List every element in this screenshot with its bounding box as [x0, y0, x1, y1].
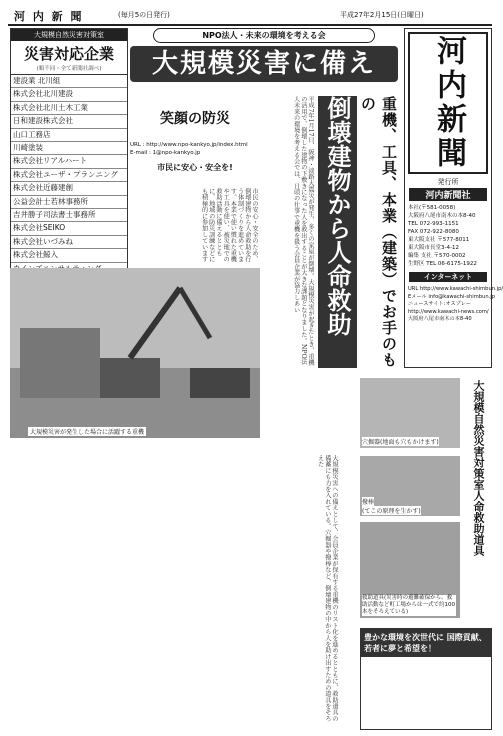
masthead-rule	[8, 24, 492, 26]
company-item: 株式会社北川土木工業	[11, 102, 127, 115]
company-item: 株式会社近藤建創	[11, 182, 127, 195]
address-line: TEL 072-993-1151	[408, 221, 459, 227]
publisher-name: 河内新聞社	[409, 188, 487, 201]
side-label-email: E-mail : 1@npo-kankyo.jp	[130, 150, 201, 156]
company-item: 公益会計士若林事務所	[11, 196, 127, 209]
main-photo-caption: 大規模災害が発生した場合に活躍する重機	[30, 429, 145, 436]
company-item: 株式会社SEIKO	[11, 222, 127, 235]
address-line: FAX 072-922-8080	[408, 229, 459, 235]
company-item: 山口工務店	[11, 129, 127, 142]
web-line: Eメール info@kawachi-shimbun.jp	[408, 293, 496, 300]
company-item: 株式会社北川建設	[11, 88, 127, 101]
sidebar-subtitle: (順不同・全て新聞社調べ)	[11, 64, 127, 75]
company-item: 株式会社リアルハート	[11, 155, 127, 168]
address-line: 編集 支社 〒570-0002	[408, 253, 466, 259]
rescue-tools-photo	[360, 522, 460, 618]
web-line: 大阪府八尾市南木の本8-40	[408, 316, 472, 322]
company-item: 株式会社いづみね	[11, 236, 127, 249]
banner	[130, 28, 398, 90]
body-column-2: 市民の安心・安全のため、倒壊建物から人命救助を行う体制づくりを進めています。本業で使い慣れた重機や工具を使い、被災地での救助活動に備えるとともに、地域の防災訓練などにも積極的に参加しています	[200, 188, 258, 263]
body-column-3: 大規模災害への備えとして、会員企業が保有する重機のリスト化を進めるとともに、救助道具の備蓄にも力を入れている。穴掘器や撥棒など、倒壊建物の中から人を助け出すための道具をそろえた	[316, 455, 338, 722]
jack-label: 撥棒	[362, 499, 375, 506]
side-label-box	[130, 108, 260, 184]
bottom-box-text: 豊かな環境を次世代に 国際貢献、若者に夢と希望を！	[361, 629, 491, 657]
address-line: 本社(〒581-0058)	[408, 205, 456, 211]
address-block	[405, 202, 491, 270]
company-item: 株式会社ユーザ・プランニング	[11, 169, 127, 182]
web-line: URL http://www.kawachi-shimbun.jp/	[408, 286, 503, 292]
address-line: 東大阪支社 〒577-8011	[408, 237, 470, 243]
jack-photo	[360, 456, 460, 516]
company-item: 日和建設株式会社	[11, 115, 127, 128]
issue-note: (毎月5の日発行)	[118, 11, 170, 19]
main-headline: 倒壊建物から人命救助	[318, 96, 357, 368]
publisher-box	[404, 28, 503, 368]
web-line: http://www.kawachi-news.com/	[408, 308, 489, 315]
banner-headline: 大規模災害に備え	[130, 46, 398, 82]
paper-name: 河 内 新 聞	[14, 10, 84, 23]
address-line: 大阪府八尾市南木の本8-40	[408, 213, 476, 219]
issue-date: 平成27年2月15日(日曜日)	[340, 11, 424, 19]
rescue-tools-caption: 救助道具(災害時の避難確保から、救助活動など町工場からは一式で約100本をそろえている)	[362, 595, 455, 615]
side-label-motto: 市民に安心・安全を!	[157, 163, 233, 172]
internet-label: インターネット	[409, 272, 487, 282]
hole-digger-caption: 穴掘器(地面も穴もかけます)	[362, 439, 439, 446]
company-item: 株式会社鯨入	[11, 249, 127, 262]
sidebar-title: 災害対応企業	[23, 45, 114, 63]
address-line: 生野区 TEL 06-6175-1922	[408, 261, 477, 267]
side-label-title: 笑顔の防災	[160, 111, 230, 127]
company-item: 建設業 北川組	[11, 75, 127, 88]
side-label-url: URL : http://www.npo-kankyo.jp/index.html	[130, 142, 248, 148]
logo-text: 河内新聞	[431, 35, 466, 171]
web-line: ニュースサイト:オスプレー	[408, 301, 472, 307]
company-item: 川崎塗装	[11, 142, 127, 155]
right-column-title: 大規模自然災害対策室人命救助道具	[472, 380, 485, 556]
sub-headline: 重機、工具、本業（建築）でお手のもの	[359, 96, 398, 368]
body-column-1: 平成7年1月17日、阪神・淡路大震災が発生、多くの家屋が倒壊。大規模災害が起きたとき、重機の活用で、倒壊した建物の下敷きになった人を救出することが大きな課題となりました。NPO法人未来の環境を考える会では、日頃の仕事で重機を扱う会員企業が協力しあい	[292, 96, 314, 366]
main-photo	[10, 268, 260, 438]
logo	[408, 32, 488, 174]
jack-caption: (てこの原理を生かす)	[362, 508, 421, 515]
bottom-box	[360, 628, 492, 730]
address-line: 東大阪市長堂3-4-12	[408, 245, 459, 251]
excavator-illustration	[10, 268, 260, 438]
hole-digger-photo	[360, 378, 460, 448]
web-block	[405, 284, 503, 326]
publisher-label: 発行所	[437, 178, 459, 186]
sidebar-org: 大規模自然災害対策室	[11, 29, 127, 41]
company-item: 吉井勝子司法書士事務所	[11, 209, 127, 222]
banner-kicker: NPO法人・未来の環境を考える会	[153, 28, 375, 43]
